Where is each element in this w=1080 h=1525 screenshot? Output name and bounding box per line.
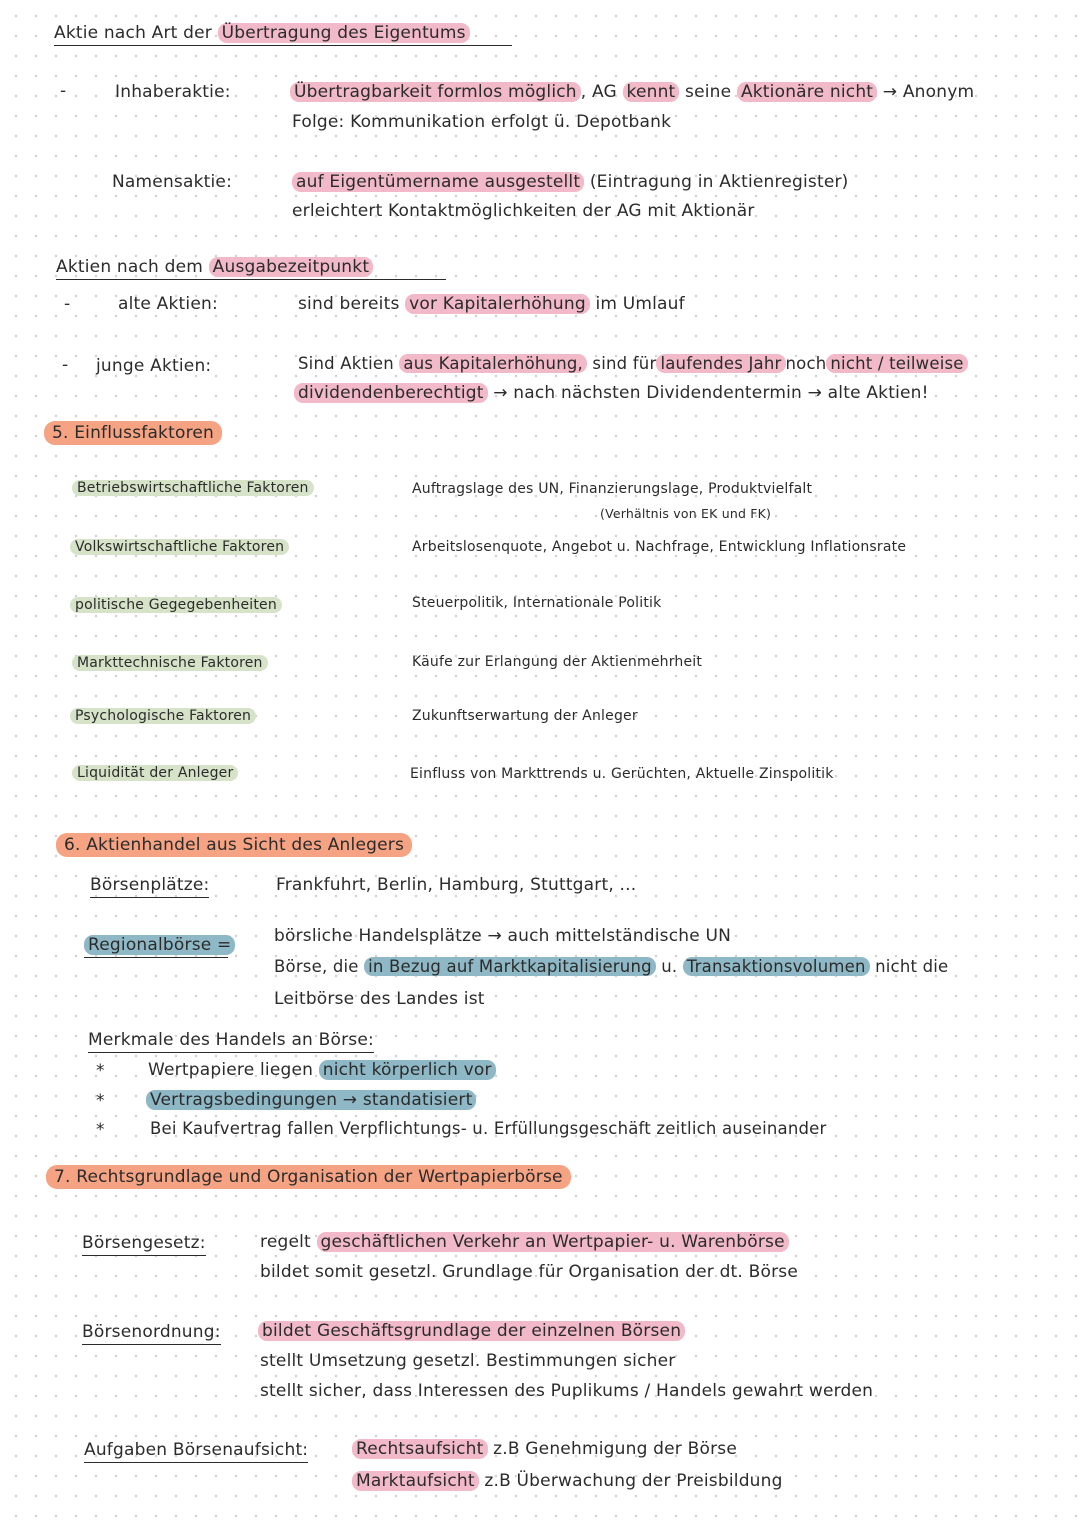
factor-text-politisch: Steuerpolitik, Internationale Politik (412, 595, 662, 611)
namensaktie-label: Namensaktie: (112, 172, 233, 192)
inhaberaktie-line2: Folge: Kommunikation erfolgt ü. Depotbank (292, 112, 672, 132)
boersenplaetze-label: Börsenplätze: (90, 874, 209, 898)
alte-aktien-label: alte Aktien: (118, 294, 218, 314)
merkmale-title: Merkmale des Handels an Börse: (88, 1029, 374, 1053)
namensaktie-line1 (292, 171, 849, 193)
text: seine (685, 82, 732, 102)
regionalboerse-line3: Leitbörse des Landes ist (274, 989, 485, 1009)
highlight: kennt (623, 82, 680, 102)
heading-highlight: Übertragung des Eigentums (218, 23, 470, 43)
text: (Eintragung in Aktienregister) (589, 172, 849, 192)
heading-text: Aktien nach dem (56, 257, 209, 277)
text: nicht die (875, 957, 949, 976)
highlight: in Bezug auf Marktkapitalisierung (364, 957, 656, 976)
text: regelt (260, 1232, 311, 1252)
highlight: bildet Geschäftsgrundlage der einzelnen Börsen (258, 1321, 685, 1341)
boersenordnung-line3: stellt sicher, dass Interessen des Puplikums / Handels gewahrt werden (260, 1381, 874, 1401)
boersenaufsicht-line1 (352, 1438, 737, 1460)
boersenordnung-label: Börsenordnung: (82, 1321, 221, 1345)
regionalboerse-line1: börsliche Handelsplätze → auch mittelständische UN (274, 926, 732, 946)
heading-ausgabezeitpunkt (56, 256, 446, 280)
text: im Umlauf (595, 294, 685, 314)
boersenaufsicht-line2 (352, 1470, 783, 1492)
star-bullet: * (96, 1120, 105, 1140)
highlight: aus Kapitalerhöhung, (399, 354, 587, 373)
boersenaufsicht-label: Aufgaben Börsenaufsicht: (84, 1439, 308, 1463)
alte-aktien-text (298, 293, 685, 315)
factor-subtext-betriebswirtschaft: (Verhältnis von EK und FK) (600, 506, 772, 521)
junge-aktien-label: junge Aktien: (96, 356, 212, 376)
factor-label-politisch (70, 594, 282, 616)
boersenordnung-line1 (258, 1320, 685, 1342)
merkmal-3: Bei Kaufvertrag fallen Verpflichtungs- u. Erfüllungsgeschäft zeitlich auseinander (150, 1119, 827, 1138)
highlight: Rechtsaufsicht (352, 1439, 488, 1459)
highlight: Transaktionsvolumen (683, 957, 870, 976)
text: z.B Überwachung der Preisbildung (484, 1471, 783, 1491)
text: , AG (580, 82, 617, 102)
highlight: Aktionäre nicht (737, 82, 877, 102)
highlight: Vertragsbedingungen → standatisiert (146, 1090, 476, 1110)
highlight: laufendes Jahr (656, 354, 785, 373)
text: Sind Aktien (298, 354, 394, 373)
junge-aktien-line2 (294, 382, 929, 404)
heading-text: Aktie nach Art der (54, 23, 218, 43)
highlight: Betriebswirtschaftliche Faktoren (72, 480, 314, 496)
heading-highlight: 7. Rechtsgrundlage und Organisation der Wertpapierbörse (46, 1165, 571, 1189)
dash: - (60, 81, 67, 101)
highlight: Psychologische Faktoren (70, 708, 256, 724)
text: z.B Genehmigung der Börse (493, 1439, 737, 1459)
boersengesetz-line1 (260, 1231, 789, 1253)
text: → Anonym (882, 82, 975, 102)
highlight: Übertragbarkeit formlos möglich (290, 82, 581, 102)
heading-highlight: Ausgabezeitpunkt (209, 257, 374, 277)
highlight: nicht körperlich vor (319, 1060, 496, 1080)
text: Wertpapiere liegen (148, 1060, 314, 1080)
highlight: geschäftlichen Verkehr an Wertpapier- u. Warenbörse (317, 1232, 789, 1252)
highlight: Marktaufsicht (352, 1471, 479, 1491)
factor-text-markttechnisch: Käufe zur Erlangung der Aktienmehrheit (412, 654, 703, 670)
junge-aktien-line1 (298, 353, 968, 375)
dash: - (64, 294, 71, 314)
text: Börse, die (274, 957, 359, 976)
factor-label-liquiditaet (72, 762, 238, 784)
factor-label-volkswirtschaft (70, 536, 289, 558)
section-7-title (46, 1166, 571, 1188)
star-bullet: * (96, 1061, 105, 1081)
highlight: dividendenberechtigt (294, 383, 488, 403)
namensaktie-line2: erleichtert Kontaktmöglichkeiten der AG mit Aktionär (292, 201, 755, 221)
highlight: auf Eigentümername ausgestellt (292, 172, 584, 192)
merkmal-1 (148, 1059, 496, 1081)
heading-highlight: 5. Einflussfaktoren (44, 421, 222, 445)
section-5-title (44, 422, 222, 444)
factor-text-liquiditaet: Einfluss von Markttrends u. Gerüchten, Aktuelle Zinspolitik (410, 766, 834, 782)
inhaberaktie-line1 (290, 81, 974, 103)
highlight: nicht / teilweise (826, 354, 967, 373)
highlight: politische Gegegebenheiten (70, 597, 282, 613)
star-bullet: * (96, 1091, 105, 1111)
dash: - (62, 355, 69, 375)
highlight: Markttechnische Faktoren (72, 655, 268, 671)
boersenordnung-line2: stellt Umsetzung gesetzl. Bestimmungen sicher (260, 1351, 676, 1371)
inhaberaktie-label: Inhaberaktie: (115, 82, 231, 102)
highlight: Regionalbörse = (84, 935, 235, 955)
factor-label-markttechnisch (72, 652, 268, 674)
boersengesetz-label: Börsengesetz: (82, 1232, 206, 1256)
regionalboerse-line2 (274, 956, 948, 978)
merkmal-2 (146, 1089, 476, 1111)
highlight: vor Kapitalerhöhung (405, 294, 590, 314)
section-6-title (56, 834, 412, 856)
highlight: Volkswirtschaftliche Faktoren (70, 539, 289, 555)
heading-highlight: 6. Aktienhandel aus Sicht des Anlegers (56, 833, 412, 857)
highlight: Liquidität der Anleger (72, 765, 238, 781)
text: sind bereits (298, 294, 400, 314)
heading-uebertragung (54, 22, 512, 46)
regionalboerse-label (84, 934, 232, 958)
text: noch (785, 354, 827, 373)
boersenplaetze-text: Frankfuhrt, Berlin, Hamburg, Stuttgart, ... (276, 875, 637, 895)
factor-label-betriebswirtschaft (72, 477, 314, 499)
text: → nach nächsten Dividendentermin → alte Aktien! (493, 383, 929, 403)
factor-text-volkswirtschaft: Arbeitslosenquote, Angebot u. Nachfrage, Entwicklung Inflationsrate (412, 539, 907, 555)
factor-text-psychologisch: Zukunftserwartung der Anleger (412, 708, 638, 724)
factor-text-betriebswirtschaft: Auftragslage des UN, Finanzierungslage, Produktvielfalt (412, 481, 813, 497)
text: sind für (592, 354, 657, 373)
factor-label-psychologisch (70, 705, 256, 727)
text: u. (661, 957, 678, 976)
boersengesetz-line2: bildet somit gesetzl. Grundlage für Organisation der dt. Börse (260, 1262, 798, 1282)
